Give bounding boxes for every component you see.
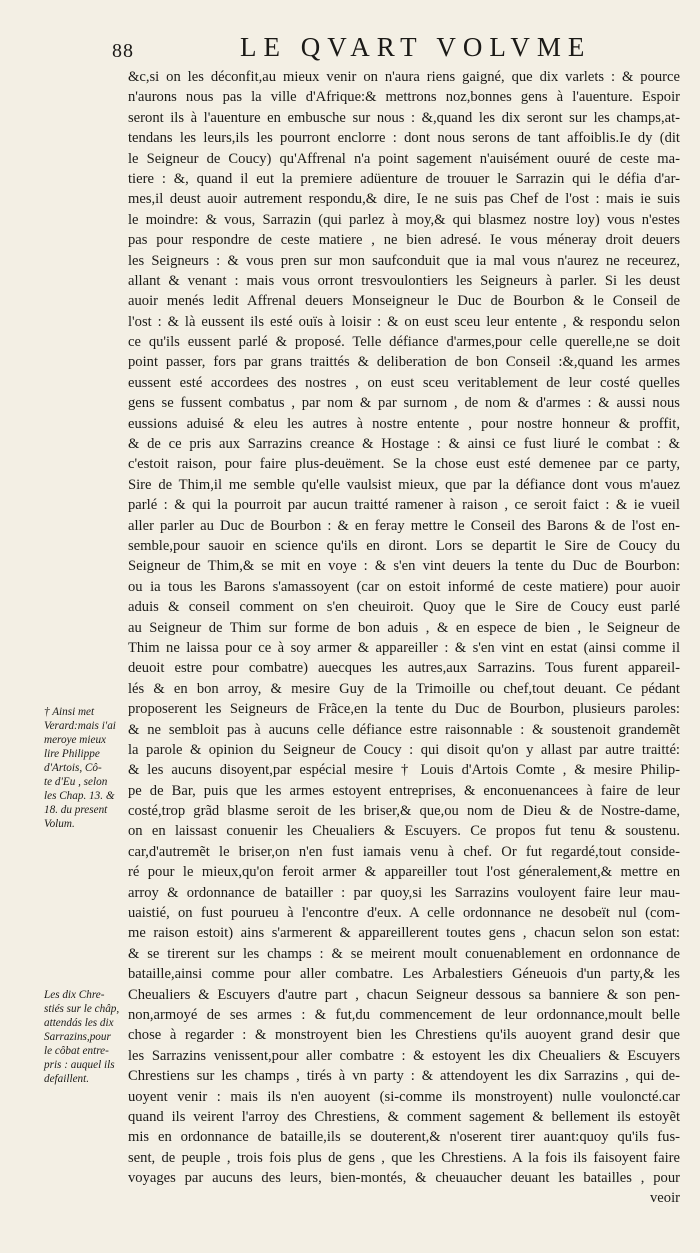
text-line: parlé : & qui la pourroit par aucun traitté ramener à raison , ce seroit faict : & ie vueil — [128, 497, 680, 514]
text-line: n'aurons nous pas la ville d'Afrique:& mettrons noz,bonnes gens à l'auenture. Espoir — [128, 89, 680, 106]
text-line: point passer, fors par grans traittés & deliberation de bon Conseil :&,quand les armes — [128, 354, 680, 371]
text-line: ce qu'ils eussent parlé & proposé. Telle défiance d'armes,pour celle querelle,ne se doit — [128, 334, 680, 351]
text-line: chose à regarder : & monstroyent bien les Chrestiens qu'ils auoyent grand desir que — [128, 1027, 680, 1044]
margin-note-dix-chrestiens — [44, 988, 134, 1086]
text-line: aller parler au Duc de Bourbon : & en feray mettre le Conseil des Barons & de l'ost en- — [128, 517, 680, 534]
text-line: pas pour respondre de ceste matiere , ne bien adresé. Ie vous méneray droit deuers — [128, 232, 680, 249]
text-line: eussions aduisé & eleu les autres à nostre entente , pour nostre honneur & proffit, — [128, 415, 680, 432]
text-line: au Seigneur de Thim sur forme de bon aduis , & en espece de bien , le Seigneur de — [128, 619, 680, 636]
text-line: Thim ne laissa pour ce à soy armer & appareiller : & s'en vint en estat (ainsi comme il — [128, 639, 680, 656]
text-line: semble,pour sauoir en science qu'ils en diront. Lors se departit le Sire de Coucy du — [128, 537, 680, 554]
text-line: gens se fussent combatus , par nom & par surnom , de nom & d'armes : & aussi nous — [128, 395, 680, 412]
text-line: me raison estoit) ains s'armerent & appareillerent toutes gens , chacun selon son estat: — [128, 925, 680, 942]
text-line: Seigneur de Thim,& se mit en voye : & s'en vint deuers la tente du Duc de Bourbon: — [128, 558, 680, 575]
margin-note-line: Sarrazins,pour — [44, 1031, 111, 1043]
text-line: Sire de Thim,il me semble qu'elle vaulsist mieux, que par la défiance dont vous m'auez — [128, 476, 680, 493]
margin-note-line: attendás les dix — [44, 1017, 114, 1029]
margin-note-line: les Chap. 13. & — [44, 790, 115, 802]
text-line: arroy & ordonnance de batailler : par quoy,si les Sarrazins vouloyent faire leur mau- — [128, 884, 680, 901]
text-line: auoir menés ledit Affrenal deuers Monseigneur le Duc de Bourbon & le Conseil de — [128, 293, 680, 310]
text-line: pe de Bar, puis que les armes estoyent entreprises, & enconuenancees à faire de leur — [128, 782, 680, 799]
margin-note-line: 18. du present — [44, 804, 108, 816]
text-line: & les aucuns disoyent,par espécial mesire † Louis d'Artois Comte , & mesire Philip- — [128, 762, 680, 779]
text-line: car,d'autremẽt le briser,on n'en fust iamais venu à chef. Or fut regardé,tout conside- — [128, 843, 680, 860]
text-line: seront ils à l'auenture en embusche sur nous : &,quand les dix seront sur les champs,at- — [128, 109, 680, 126]
margin-note-line: Les dix Chre- — [44, 989, 105, 1001]
text-line: non,armoyé de ses armes : & fut,du commencement de leur ordonnance,moult belle — [128, 1006, 680, 1023]
text-line: & ne sembloit pas à aucuns celle défiance estre raisonnable : & soustenoit grandemẽt — [128, 721, 680, 738]
margin-note-line: pris : auquel ils — [44, 1059, 115, 1071]
text-line: les Sarrazins venissent,pour aller combatre : & estoyent les dix Cheualiers & Escuyers — [128, 1047, 680, 1064]
text-line: c'estoit raison, pour faire plus-deuëment. Se la chose eust esté demenee par ce party, — [128, 456, 680, 473]
margin-note-louis-artois — [44, 705, 134, 831]
text-line: tiere : &, quand il eut la premiere adüenture de trouuer le Sarrazin qui le défia d'ar- — [128, 170, 680, 187]
margin-note-line: Verard:mais i'ai — [44, 720, 116, 732]
text-line: uoyent venir : mais ils n'en auoyent (si-comme ils monstroyent) nulle vouloncté.car — [128, 1088, 680, 1105]
text-line: deuoit estre pour combatre) auecques les autres,aux Sarrazins. Tous furent appareil- — [128, 660, 680, 677]
text-line: mes,il deust auoir autrement respondu,& dire, Ie ne suis pas Chef de l'ost : mais ie suis — [128, 191, 680, 208]
text-line: & de ce pris aux Sarrazins creance & Hostage : & ainsi ce fust liuré le combat : & — [128, 436, 680, 453]
margin-note-line: meroye mieux — [44, 734, 107, 746]
text-line: voyages par aucuns des leurs, bien-montés, & cheuaucher deuant les batailles , pour — [128, 1170, 680, 1187]
text-line: sent, de peuple , trois fois plus de gens , que les Chrestiens. A la fois ils faisoyent faire — [128, 1149, 680, 1166]
text-line: veoir — [650, 1190, 680, 1207]
text-line: uaistié, on fust pourueu à l'encontre d'eux. A celle ordonnance ne desobeït nul (com- — [128, 905, 680, 922]
margin-note-line: d'Artois, Cô- — [44, 762, 102, 774]
text-line: allant & venant : mais vous orront tresvoulontiers les Seigneurs à parler. Si les deust — [128, 272, 680, 289]
text-line: les Seigneurs : & vous pren sur mon saufconduit que ia mal vous n'aurez ne receurez, — [128, 252, 680, 269]
text-line: bataille,ainsi comme pour aller combatre. Les Arbalestiers Géneuois d'un party,& les — [128, 966, 680, 983]
text-line: on en laissast conuenir les Cheualiers & Escuyers. Ce propos fut tenu & soustenu. — [128, 823, 680, 840]
text-line: Chrestiens sur les champs , tirés à vn party : & attendoyent les dix Sarrazins , qui de- — [128, 1068, 680, 1085]
body-text — [128, 67, 680, 1209]
margin-note-line: te d'Eu , selon — [44, 776, 108, 788]
text-line: proposerent les Seigneurs de Frãce,en la tente du Duc de Bourbon, plusieurs paroles: — [128, 701, 680, 718]
text-line: eussent esté accordees des nostres , on eust sceu veritablement de leur costé quelles — [128, 374, 680, 391]
text-line: mis en ordonnance de bataille,ils se douterent,& n'oserent tirer auant:quoy qu'ils fus- — [128, 1129, 680, 1146]
margin-note-line: le côbat entre- — [44, 1045, 109, 1057]
text-line: ou ia tous les Barons s'amassoyent (car on estoit informé de ceste matiere) pour auoir — [128, 578, 680, 595]
text-line: le Seigneur de Coucy) qu'Affrenal n'a point sagement n'auisément ouuré de ceste ma- — [128, 150, 680, 167]
page-number: 88 — [112, 40, 134, 62]
margin-note-line: defaillent. — [44, 1073, 90, 1085]
text-line: &c,si on les déconfit,au mieux venir on n'aura riens gaigné, que dix varlets : & pource — [128, 69, 680, 85]
text-line: l'ost : & là eussent ils esté ouïs à loisir : & on eust sceu leur entente , & respondu selon — [128, 313, 680, 330]
text-line: tendans les leurs,ils les pourront enclorre : dont nous serons de tant affoiblis.Ie dy (dit — [128, 130, 680, 147]
margin-note-line: † Ainsi met — [44, 706, 95, 718]
text-line: la parole & opinion du Seigneur de Coucy : qui disoit qu'on y allast par autre traitté: — [128, 741, 680, 758]
text-line: & se tirerent sur les champs : & se meirent moult conuenablement en ordonnance de — [128, 945, 680, 962]
margin-note-line: stiés sur le châp, — [44, 1003, 120, 1015]
text-line: aduis & conseil comment on s'en cheuiroit. Quoy que le Sire de Coucy eust parlé — [128, 599, 680, 616]
text-line: quand ils veirent l'arroy des Chrestiens, & comment sagement & bellement ils estoyẽt — [128, 1108, 680, 1125]
text-line: costé,trop grãd blasme seroit de les briser,& que,ou nom de Dieu & de Nostre-dame, — [128, 803, 680, 820]
margin-note-line: lire Philippe — [44, 748, 100, 760]
text-line: ré pour le mieux,qu'on feroit armer & appareiller tout l'ost géneralement,& mettre en — [128, 864, 680, 881]
running-title: LE QVART VOLVME — [240, 32, 592, 62]
text-line: le moindre: & vous, Sarrazin (qui parlez à moy,& qui blasmez nostre loy) vous n'estes — [128, 211, 680, 228]
page-header — [0, 30, 700, 66]
margin-note-line: Volum. — [44, 818, 75, 830]
text-line: Cheualiers & Escuyers d'autre part , chacun Seigneur dessous sa banniere & son pen- — [128, 986, 680, 1003]
text-line: lés & en bon arroy, & mesire Guy de la Trimoille ou chef,tout deuant. Ce pédant — [128, 680, 680, 697]
